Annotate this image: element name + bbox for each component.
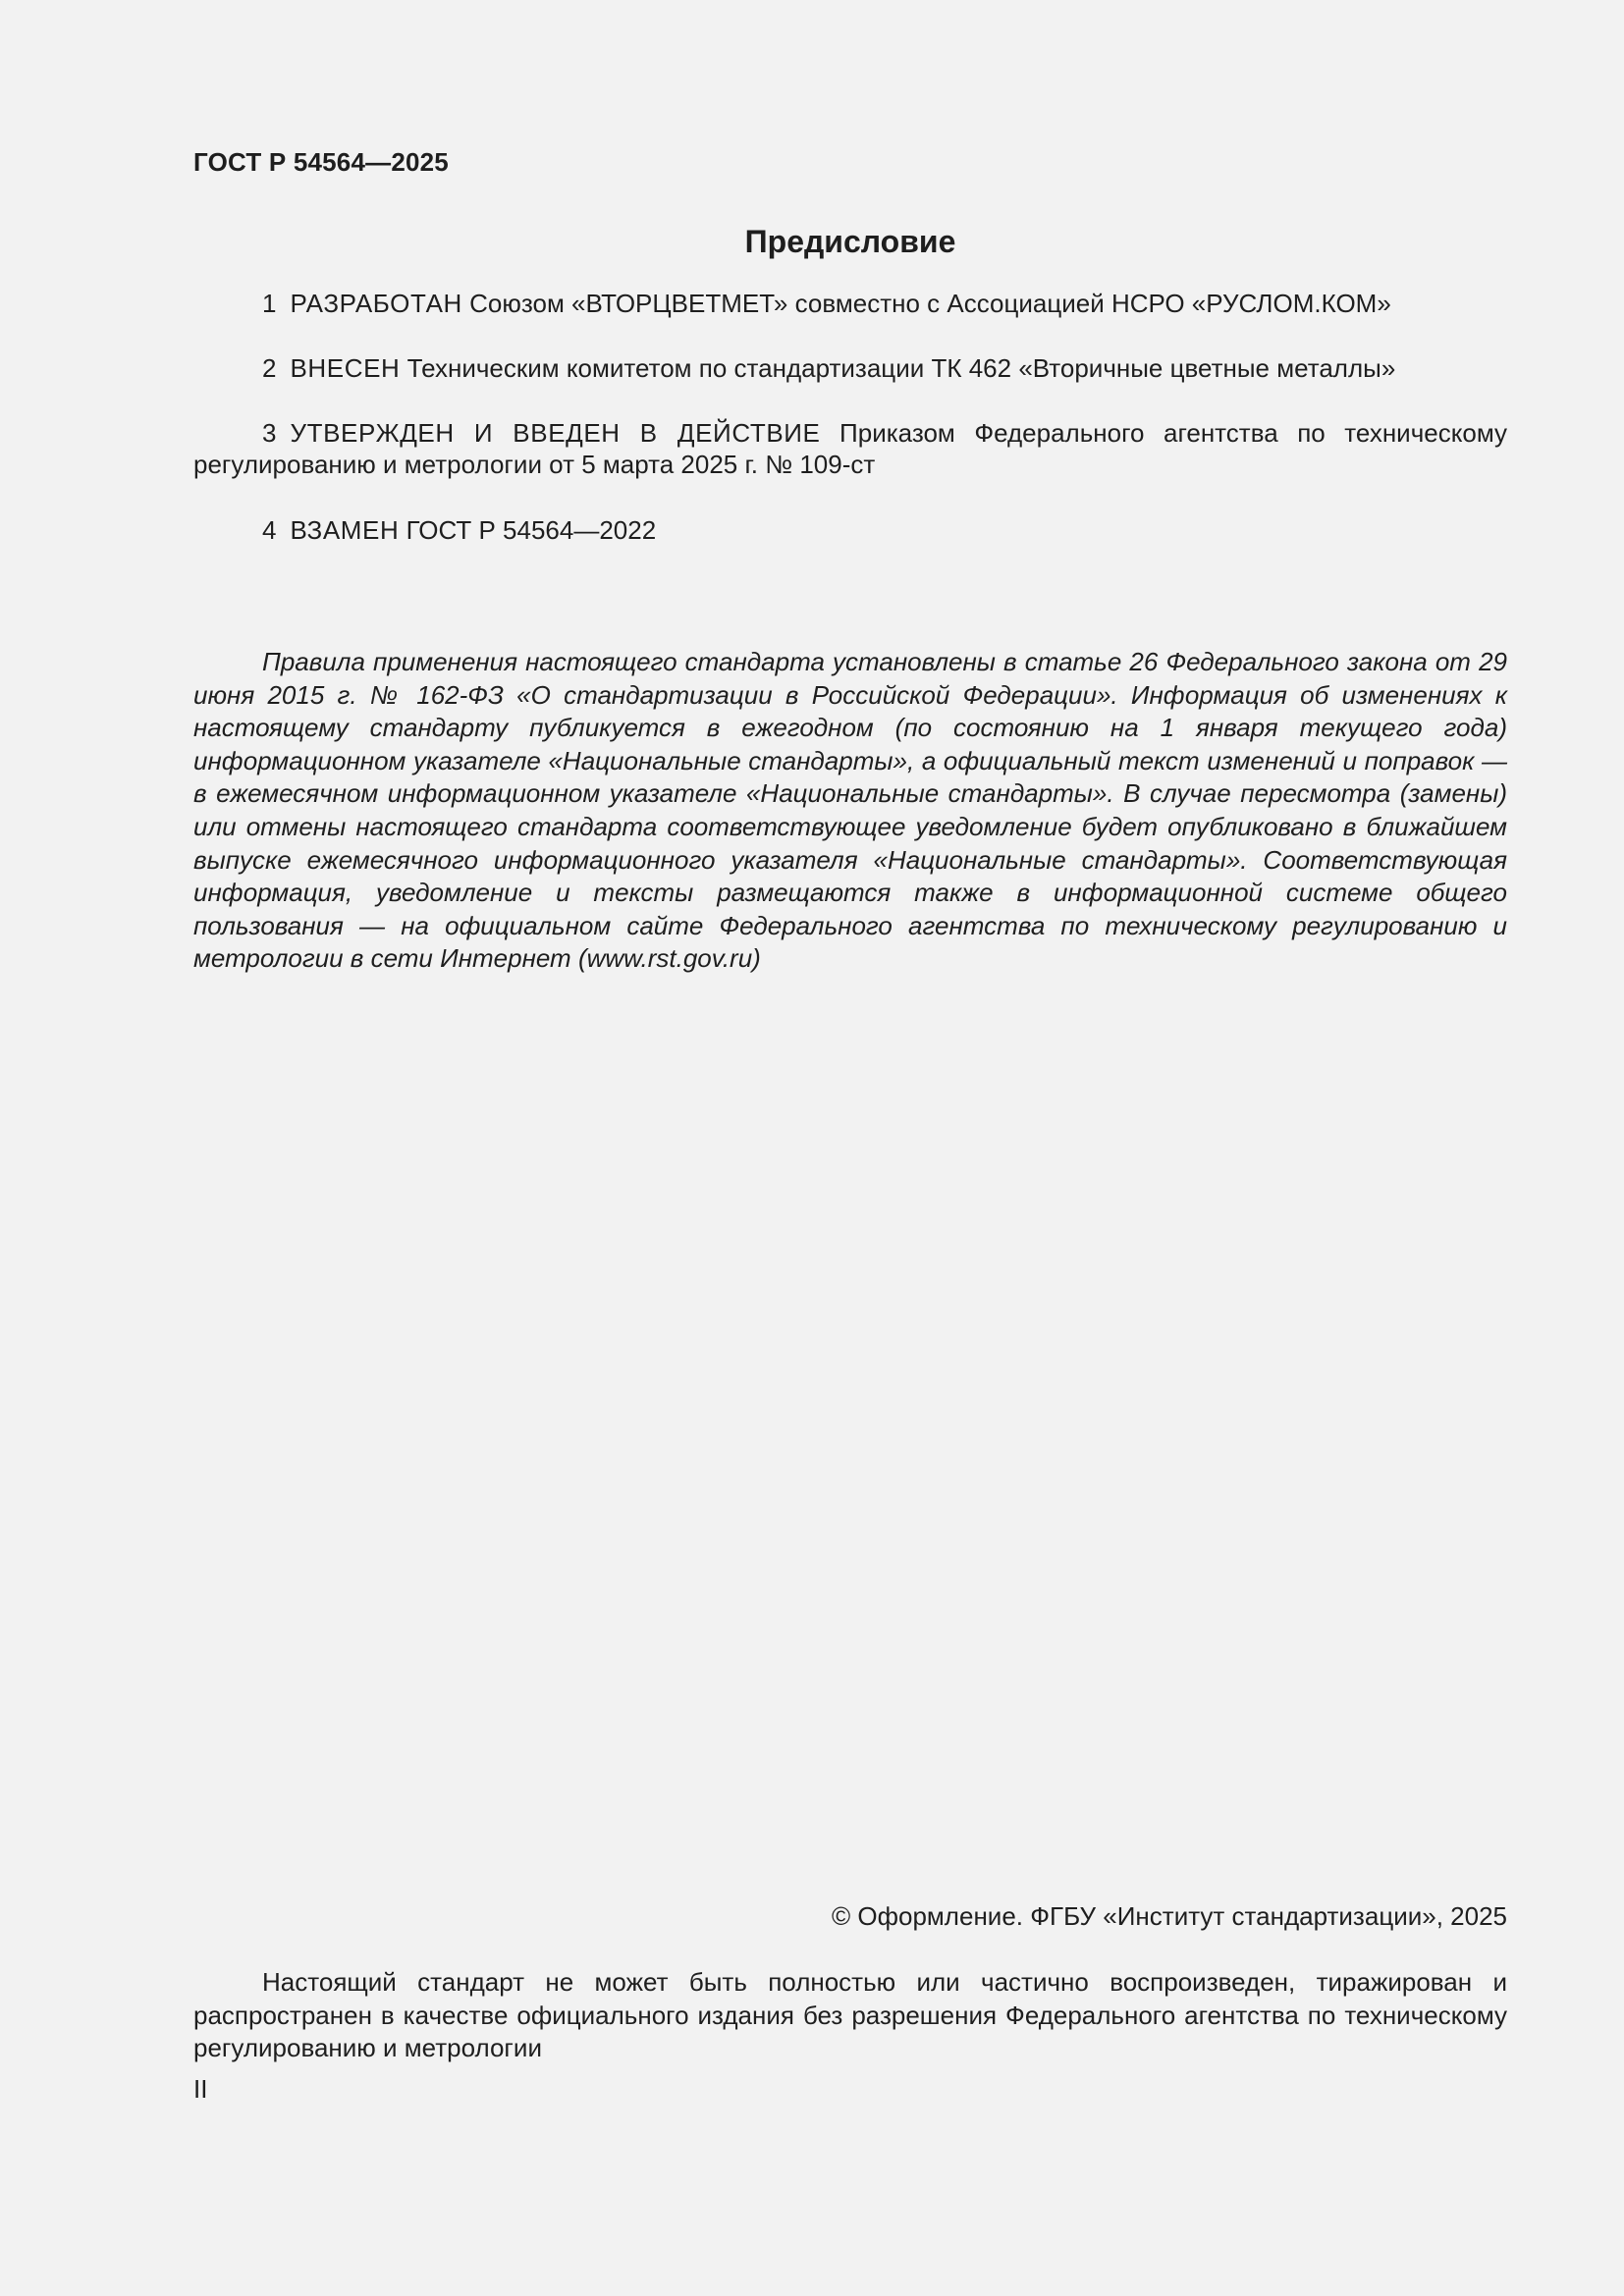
page-number: II [193,2074,208,2104]
item-keyword: ВЗАМЕН [290,515,400,545]
item-number: 4 [262,515,277,545]
document-code-header: ГОСТ Р 54564—2025 [193,147,449,177]
foreword-item-4 [193,514,1507,546]
item-number: 1 [262,289,277,318]
item-text: Техническим комитетом по стандартизации ТК 462 «Вторичные цветные металлы» [400,353,1396,383]
item-keyword: РАЗРАБОТАН [290,289,462,318]
item-keyword: УТВЕРЖДЕН И ВВЕДЕН В ДЕЙСТВИЕ [290,418,821,448]
copyright-line: © Оформление. ФГБУ «Институт стандартизации», 2025 [832,1901,1507,1931]
foreword-item-2 [193,352,1507,384]
item-text: Союзом «ВТОРЦВЕТМЕТ» совместно с Ассоциацией НСРО «РУСЛОМ.КОМ» [461,289,1391,318]
item-text: Приказом Федерального агентства по техническому регулированию и метрологии от 5 марта 2025 г. № 109-ст [193,418,1507,479]
foreword-item-3 [193,417,1507,480]
foreword-item-1 [193,288,1507,319]
item-number: 2 [262,353,277,383]
application-rules-notice: Правила применения настоящего стандарта установлены в статье 26 Федерального закона от 29 июня 2015 г. № 162-ФЗ «О стандартизации в Российской Федерации». Информация об изменениях к настоящему стандарту публикуется в ежегодном (по состоянию на 1 января текущего года) информационном указателе «Национальные стандарты», а официальный текст изменений и поправок — в ежемесячном информационном указателе «Национальные стандарты». В случае пересмотра (замены) или отмены настоящего стандарта соответствующее уведомление будет опубликовано в ближайшем выпуске ежемесячного информационного указателя «Национальные стандарты». Соответствующая информация, уведомление и тексты размещаются также в информационной системе общего пользования — на официальном сайте Федерального агентства по техническому регулированию и метрологии в сети Интернет (www.rst.gov.ru) [193,647,1507,974]
item-keyword: ВНЕСЕН [290,353,401,383]
item-text: ГОСТ Р 54564—2022 [399,515,657,545]
reproduction-restriction: Настоящий стандарт не может быть полностью или частично воспроизведен, тиражирован и распространен в качестве официального издания без разрешения Федерального агентства по техническому регулированию и метрологии [193,1967,1507,2063]
page-title: Предисловие [744,224,956,259]
item-number: 3 [262,418,277,448]
